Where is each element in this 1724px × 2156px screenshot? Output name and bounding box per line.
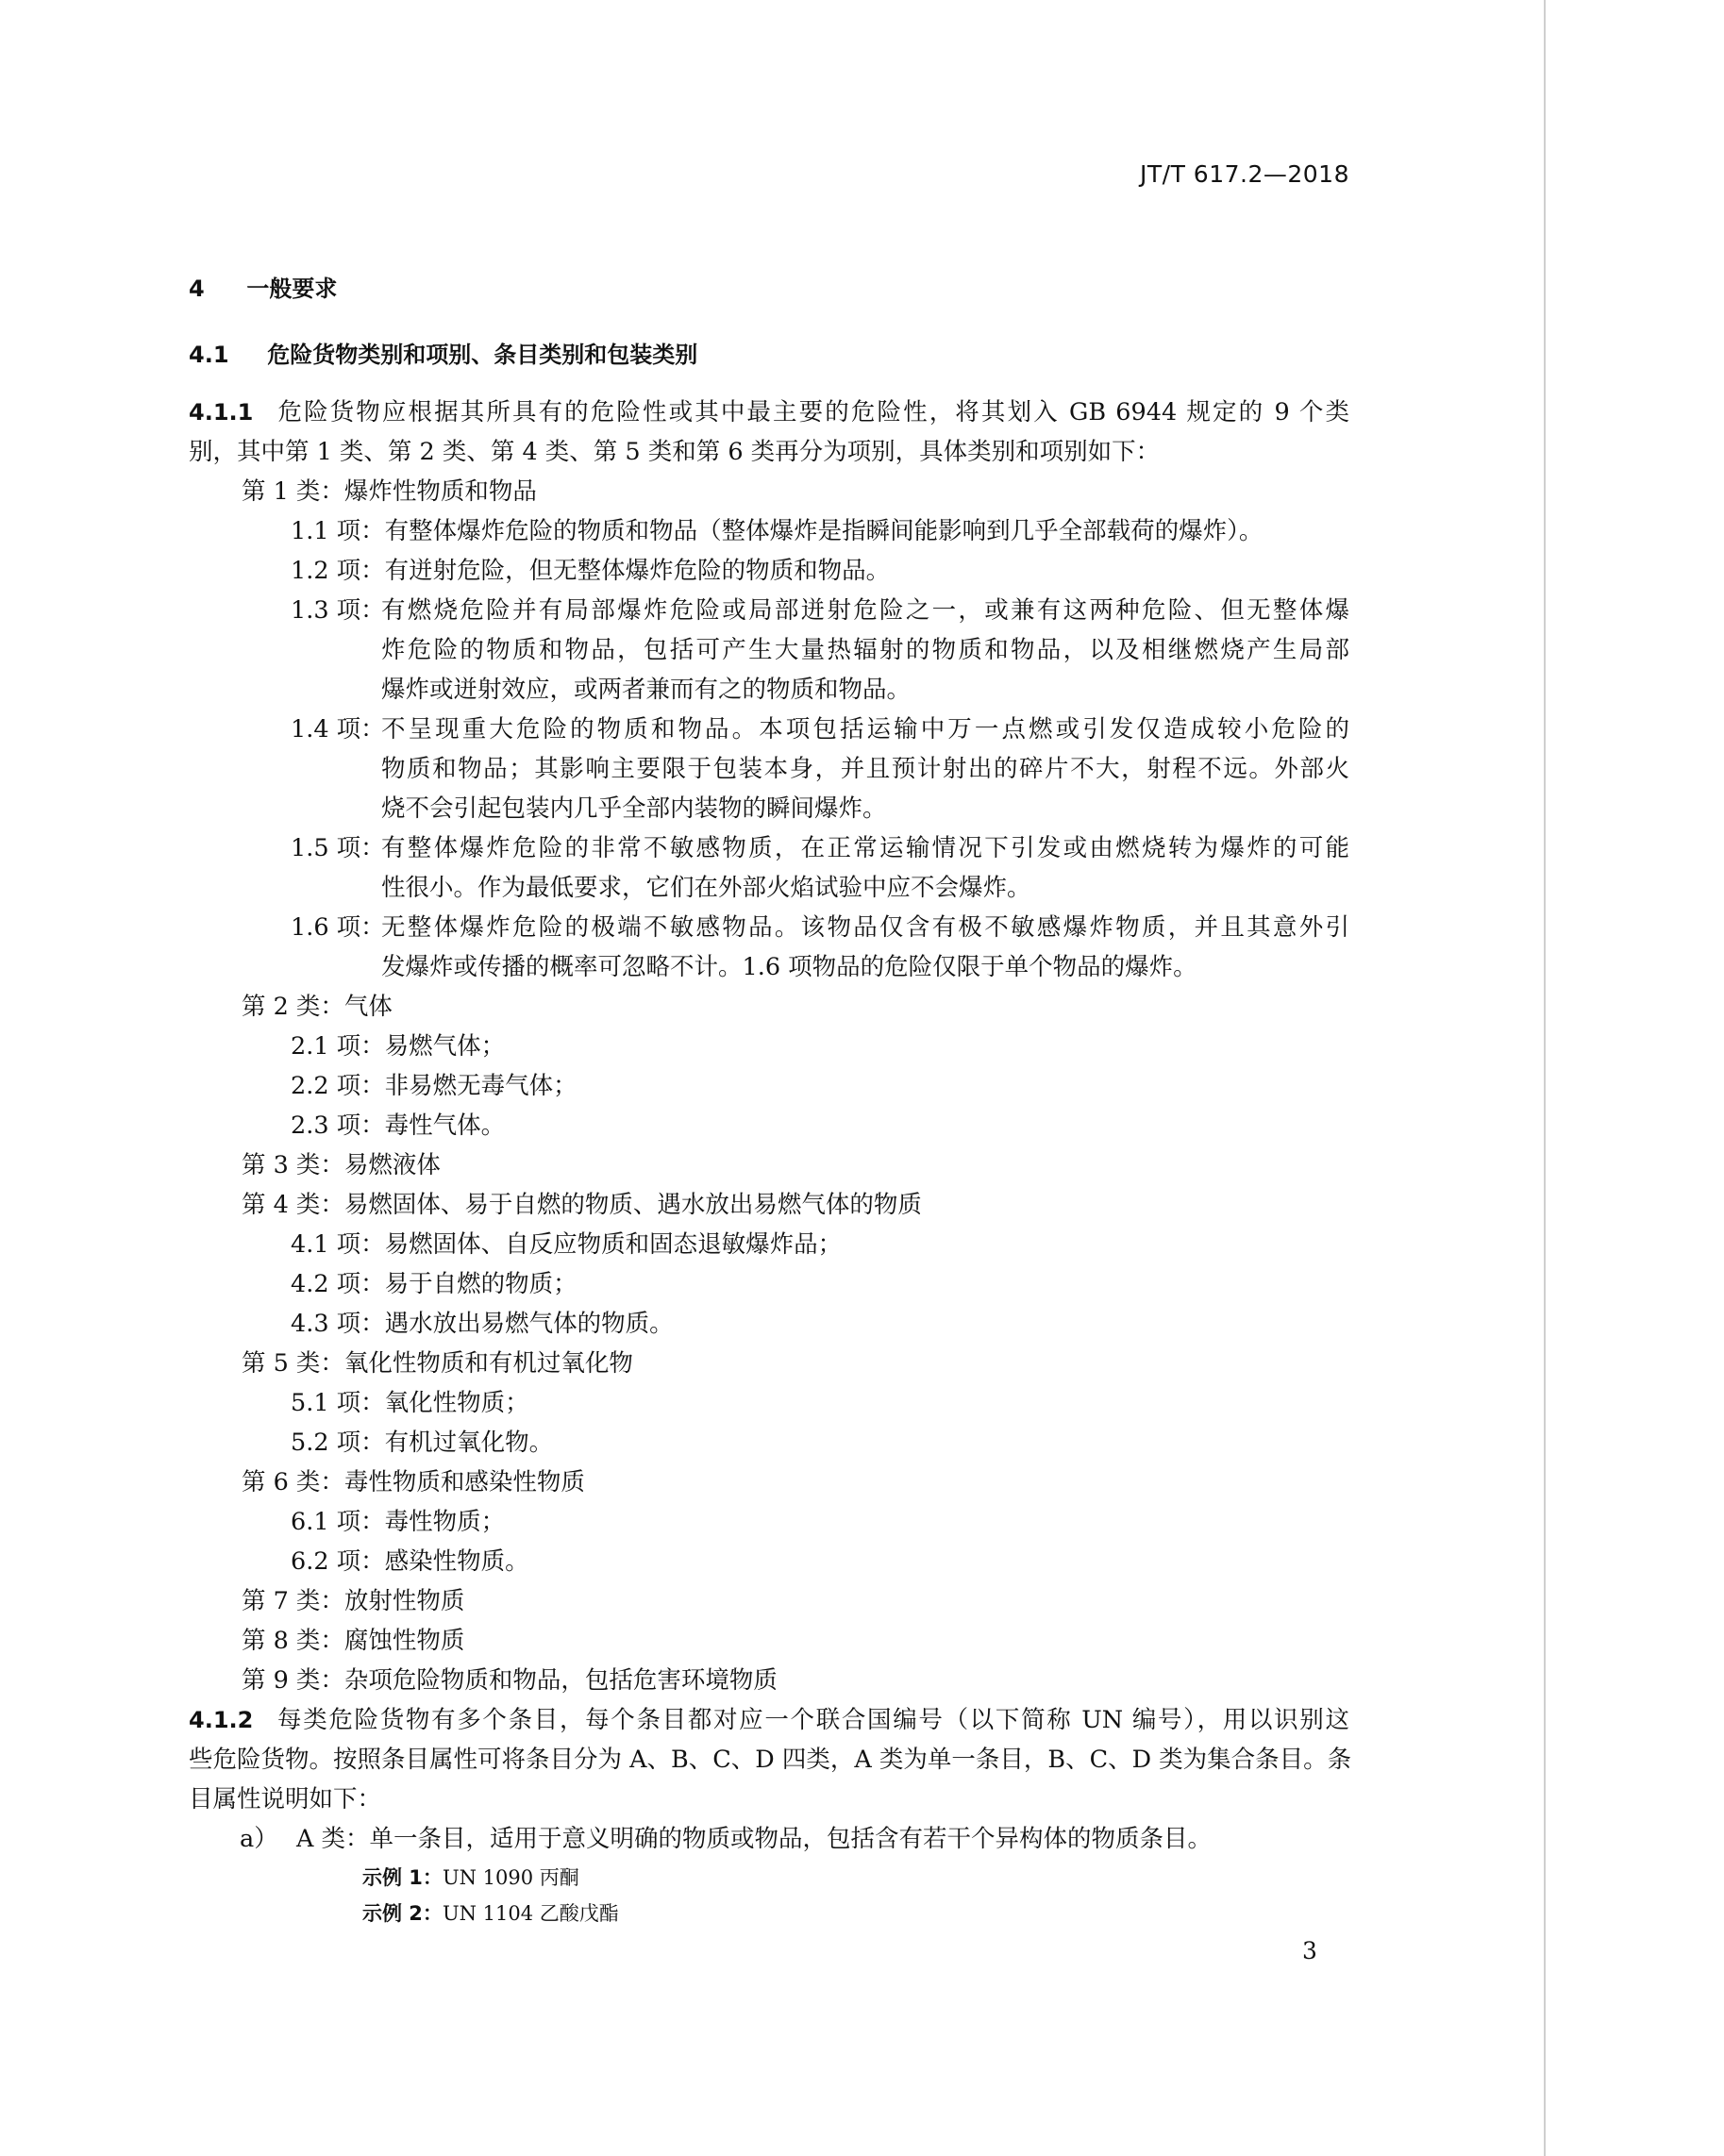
list-item-a-marker: a） <box>240 1825 278 1853</box>
class-9-heading: 第 9 类：杂项危险物质和物品，包括危害环境物质 <box>242 1666 778 1695</box>
division-4-1: 4.1 项：易燃固体、自反应物质和固态退敏爆炸品； <box>291 1230 843 1259</box>
division-1-5-label: 1.5 项： <box>291 834 385 862</box>
clause-4-1-1-line2: 别，其中第 1 类、第 2 类、第 4 类、第 5 类和第 6 类再分为项别，具体类别和项别如下： <box>189 438 1161 466</box>
page-number: 3 <box>1302 1937 1317 1964</box>
division-2-3: 2.3 项：毒性气体。 <box>291 1111 506 1140</box>
division-1-3-line3: 爆炸或迸射效应，或两者兼而有之的物质和物品。 <box>381 676 912 704</box>
section-title: 危险货物类别和项别、条目类别和包装类别 <box>267 342 698 368</box>
clause-4-1-1-line1 <box>189 395 1349 429</box>
clause-4-1-2-line1 <box>189 1703 1349 1737</box>
class-1-heading: 第 1 类：爆炸性物质和物品 <box>242 477 537 506</box>
division-1-6-line1: 无整体爆炸危险的极端不敏感物品。该物品仅含有极不敏感爆炸物质，并且其意外引 <box>381 913 1349 942</box>
division-4-3: 4.3 项：遇水放出易燃气体的物质。 <box>291 1310 674 1338</box>
clause-number: 4.1.2 <box>189 1707 254 1733</box>
division-6-2: 6.2 项：感染性物质。 <box>291 1547 529 1576</box>
division-1-4-label: 1.4 项： <box>291 715 385 744</box>
division-6-1: 6.1 项：毒性物质； <box>291 1508 506 1536</box>
division-1-1: 1.1 项：有整体爆炸危险的物质和物品（整体爆炸是指瞬间能影响到几乎全部载荷的爆炸）。 <box>291 517 1264 545</box>
class-6-heading: 第 6 类：毒性物质和感染性物质 <box>242 1468 585 1496</box>
division-1-4-line1: 不呈现重大危险的物质和物品。本项包括运输中万一点燃或引发仅造成较小危险的 <box>381 715 1349 744</box>
division-1-2: 1.2 项：有迸射危险，但无整体爆炸危险的物质和物品。 <box>291 557 891 585</box>
class-5-heading: 第 5 类：氧化性物质和有机过氧化物 <box>242 1349 633 1378</box>
division-2-1: 2.1 项：易燃气体； <box>291 1032 506 1061</box>
division-5-1: 5.1 项：氧化性物质； <box>291 1389 529 1417</box>
division-2-2: 2.2 项：非易燃无毒气体； <box>291 1072 577 1100</box>
clause-text: 危险货物应根据其所具有的危险性或其中最主要的危险性，将其划入 GB 6944 规定的 9 个类 <box>276 398 1349 426</box>
class-3-heading: 第 3 类：易燃液体 <box>242 1151 441 1179</box>
example-text: UN 1090 丙酮 <box>442 1866 579 1889</box>
division-5-2: 5.2 项：有机过氧化物。 <box>291 1429 554 1457</box>
section-4-1-heading <box>189 338 1548 372</box>
document-code: JT/T 617.2—2018 <box>1140 160 1349 188</box>
division-1-4-line3: 烧不会引起包装内几乎全部内装物的瞬间爆炸。 <box>381 794 887 823</box>
section-title: 一般要求 <box>246 276 338 302</box>
clause-number: 4.1.1 <box>189 399 254 426</box>
division-4-2: 4.2 项：易于自燃的物质； <box>291 1270 577 1298</box>
list-item-a-text: A 类：单一条目，适用于意义明确的物质或物品，包括含有若干个异构体的物质条目。 <box>296 1825 1213 1853</box>
section-4-heading <box>189 272 1548 306</box>
section-number: 4.1 <box>189 342 229 368</box>
example-label: 示例 2： <box>362 1902 443 1925</box>
example-label: 示例 1： <box>362 1866 443 1889</box>
division-1-6-label: 1.6 项： <box>291 913 385 942</box>
class-4-heading: 第 4 类：易燃固体、易于自燃的物质、遇水放出易燃气体的物质 <box>242 1191 922 1219</box>
division-1-3-line1: 有燃烧危险并有局部爆炸危险或局部迸射危险之一，或兼有这两种危险、但无整体爆 <box>381 596 1349 625</box>
class-8-heading: 第 8 类：腐蚀性物质 <box>242 1627 465 1655</box>
clause-text: 每类危险货物有多个条目，每个条目都对应一个联合国编号（以下简称 UN 编号），用以识别这 <box>276 1706 1349 1734</box>
division-1-3-label: 1.3 项： <box>291 596 385 625</box>
class-2-heading: 第 2 类：气体 <box>242 993 393 1021</box>
division-1-5-line1: 有整体爆炸危险的非常不敏感物质，在正常运输情况下引发或由燃烧转为爆炸的可能 <box>381 834 1349 862</box>
section-number: 4 <box>189 276 205 302</box>
division-1-5-line2: 性很小。作为最低要求，它们在外部火焰试验中应不会爆炸。 <box>381 874 1031 902</box>
example-2 <box>362 1897 1721 1930</box>
division-1-3-line2: 炸危险的物质和物品，包括可产生大量热辐射的物质和物品，以及相继燃烧产生局部 <box>381 636 1349 664</box>
clause-4-1-2-line3: 目属性说明如下： <box>189 1785 382 1813</box>
clause-4-1-2-line2: 些危险货物。按照条目属性可将条目分为 A、B、C、D 四类，A 类为单一条目，B、C、D 类为集合条目。条 <box>189 1746 1352 1774</box>
division-1-6-line2: 发爆炸或传播的概率可忽略不计。1.6 项物品的危险仅限于单个物品的爆炸。 <box>381 953 1197 981</box>
division-1-4-line2: 物质和物品；其影响主要限于包装本身，并且预计射出的碎片不大，射程不远。外部火 <box>381 755 1349 783</box>
example-text: UN 1104 乙酸戊酯 <box>442 1902 619 1925</box>
class-7-heading: 第 7 类：放射性物质 <box>242 1587 465 1615</box>
example-1 <box>362 1861 1721 1895</box>
